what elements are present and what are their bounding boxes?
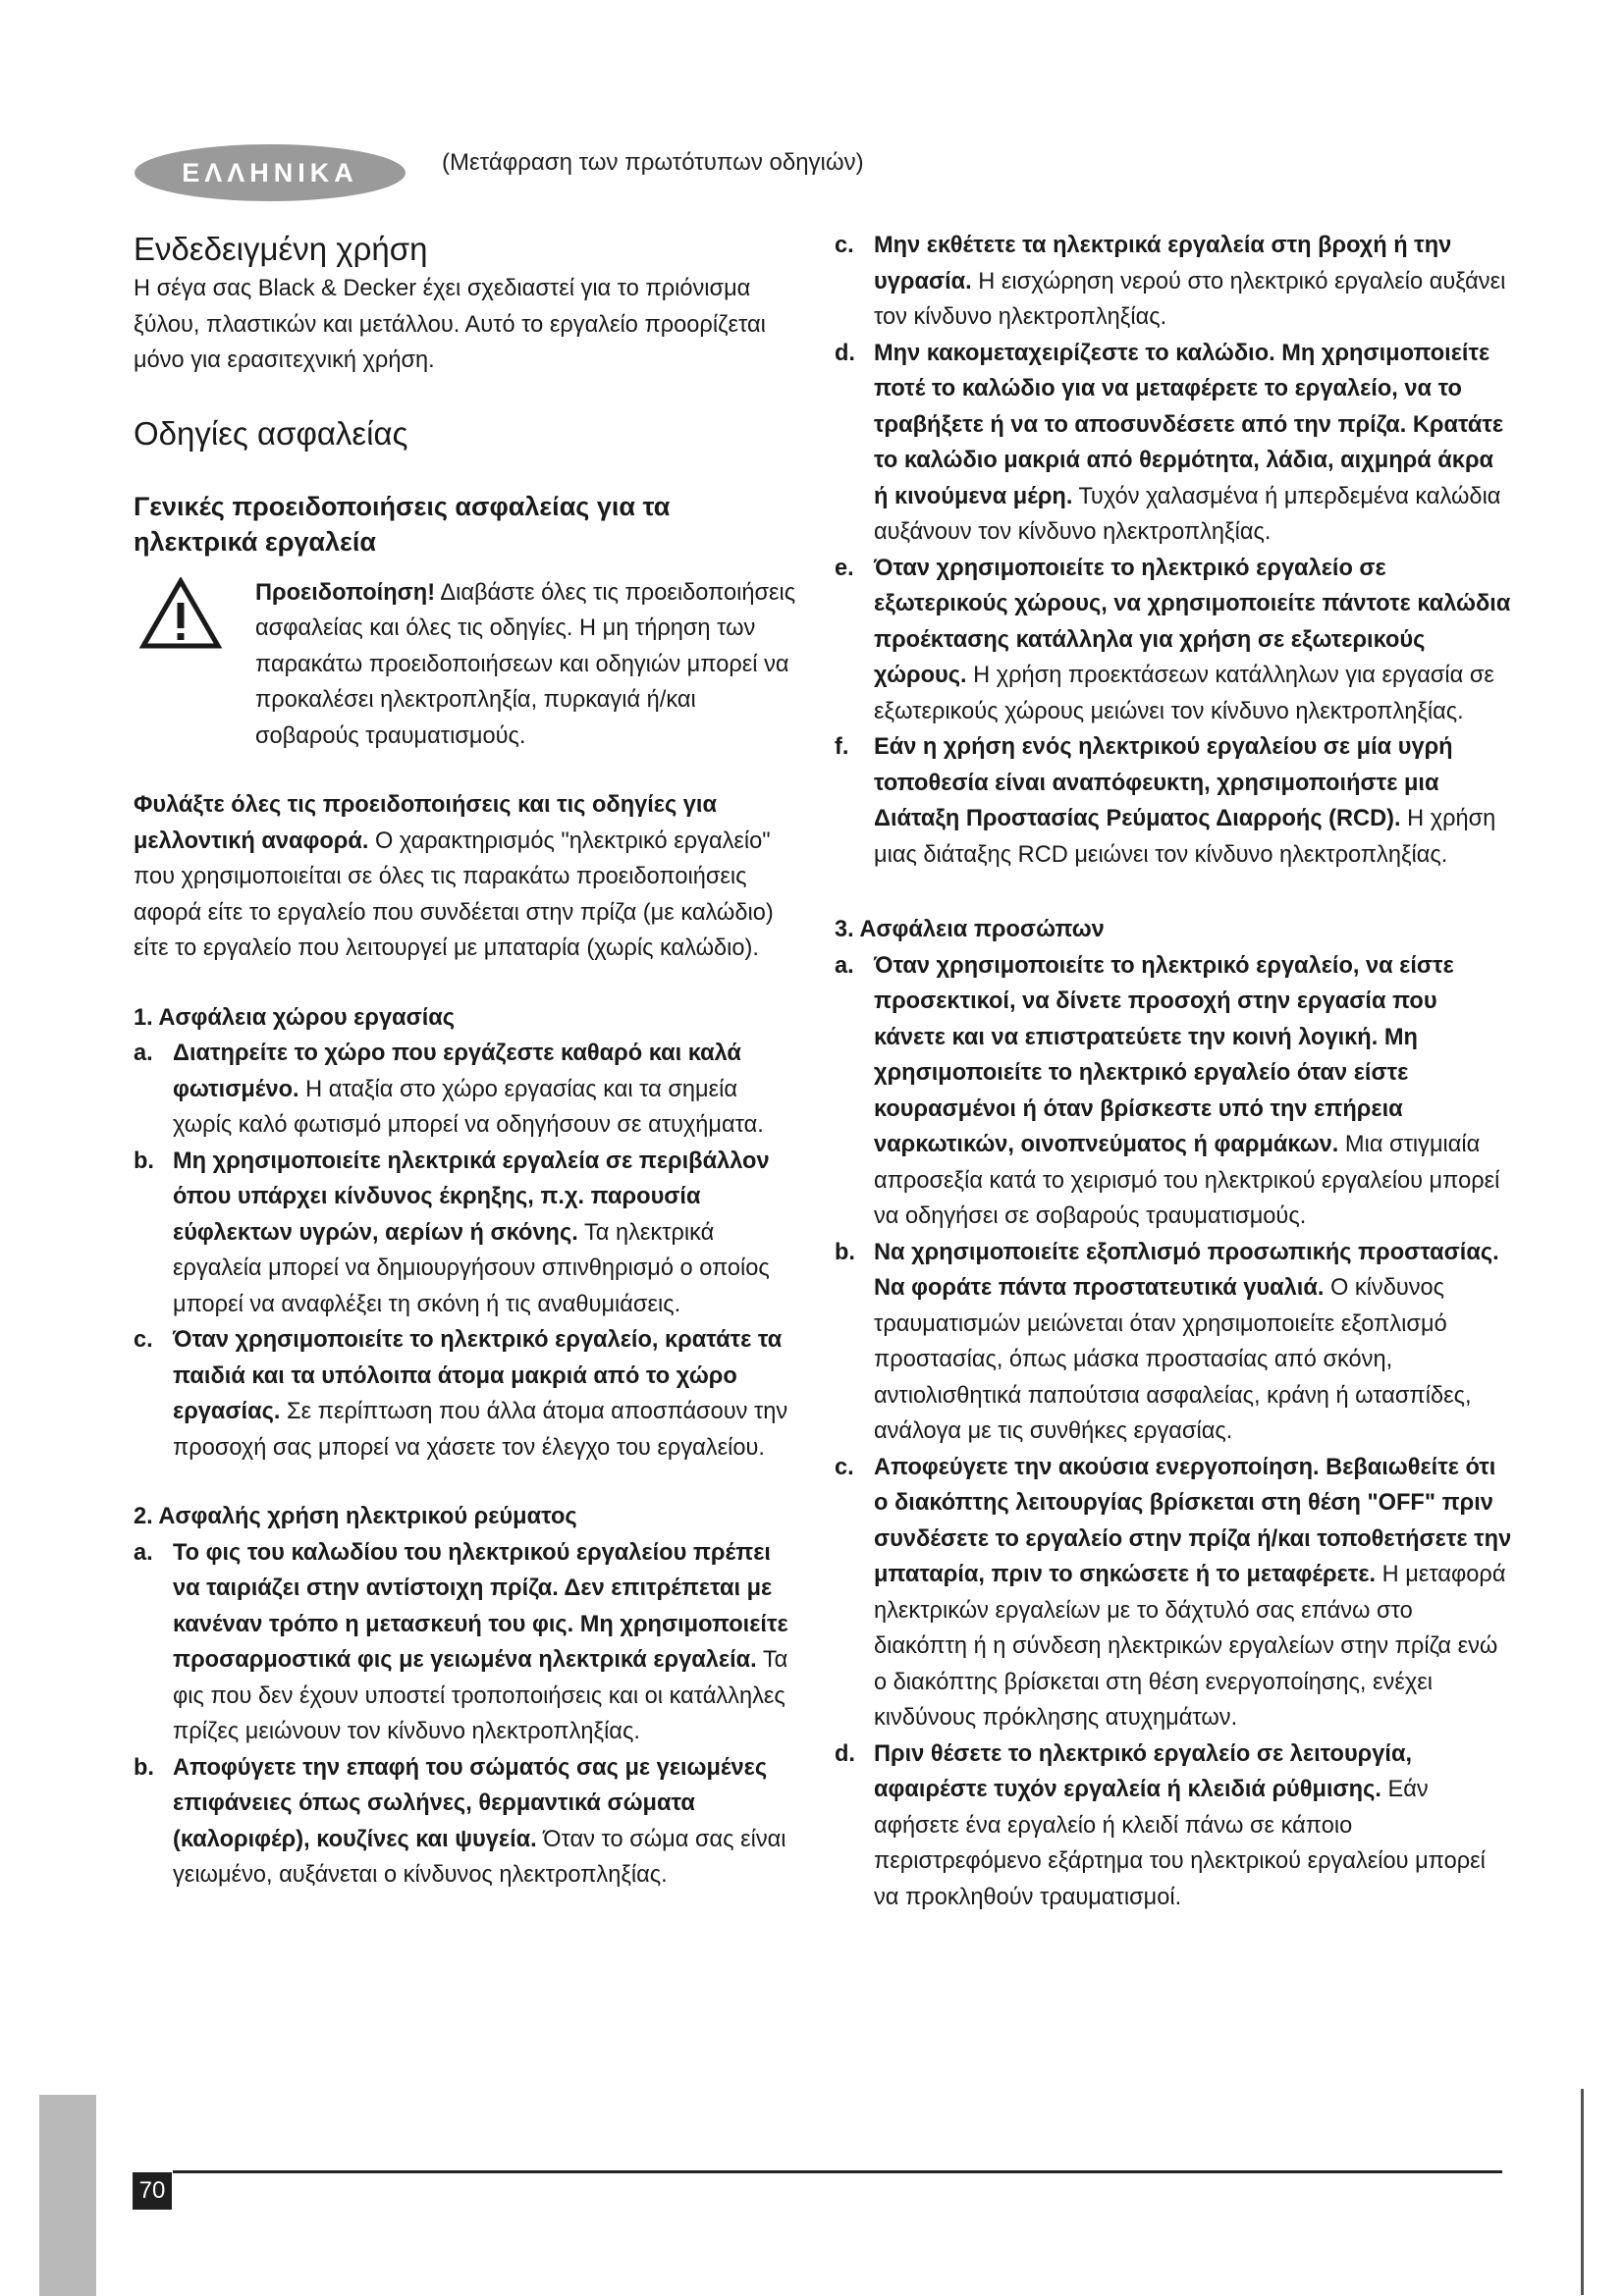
item-text: Η εισχώρηση νερού στο ηλεκτρικό εργαλείο αυξάνει τον κίνδυνο ηλεκτροπληξίας.	[874, 268, 1506, 330]
margin-mark	[1581, 2089, 1584, 2295]
item-label: b.	[835, 1239, 855, 1265]
right-column	[835, 228, 1512, 1915]
item-text: Η χρήση μιας διάταξης RCD μειώνει τον κίνδυνο ηλεκτροπληξίας.	[874, 806, 1496, 868]
keep-instructions-bold: Φυλάξτε όλες τις προειδοποιήσεις και τις οδηγίες για μελλοντική αναφορά.	[134, 792, 717, 854]
electrical-item-f	[835, 729, 1512, 873]
intended-use-title: Ενδεδειγμένη χρήση	[134, 231, 428, 267]
item-text: Η χρήση προεκτάσεων κατάλληλων για εργασία σε εξωτερικούς χώρους μειώνει τον κίνδυνο ηλεκτροπληξίας.	[874, 663, 1494, 724]
item-text: Η μεταφορά ηλεκτρικών εργαλείων με το δάχτυλό σας επάνω στο διακόπτη ή η σύνδεση ηλεκτρικών εργαλείων στην πρίζα ενώ ο διακόπτης βρίσκεται στη θέση ενεργοποίησης, ενέχει κινδύνους πρόκλησης ατυχημάτων.	[874, 1562, 1506, 1731]
item-label: a.	[134, 1539, 153, 1566]
item-bold: Όταν χρησιμοποιείτε το ηλεκτρικό εργαλείο σε εξωτερικούς χώρους, να χρησιμοποιείτε πάντοτε καλώδια προέκτασης κατάλληλα για χρήση σε εξωτερικούς χώρους.	[874, 555, 1511, 688]
item-bold: Το φις του καλωδίου του ηλεκτρικού εργαλείου πρέπει να ταιριάζει στην αντίστοιχη πρίζα. Δεν επιτρέπεται με κανέναν τρόπο η μετασκευή του φις. Μη χρησιμοποιείτε προσαρμοστικά φις με γειωμένα ηλεκτρικά εργαλεία.	[173, 1539, 788, 1673]
item-bold: Αποφύγετε την επαφή του σώματός σας με γειωμένες επιφάνειες όπως σωλήνες, θερμαντικά σώματα (καλοριφέρ), κουζίνες και ψυγεία.	[173, 1754, 768, 1852]
item-bold: Μην εκθέτετε τα ηλεκτρικά εργαλεία στη βροχή ή την υγρασία.	[874, 233, 1452, 294]
work-area-item-a	[134, 1036, 799, 1144]
electrical-item-e	[835, 551, 1512, 730]
warning-paragraph	[255, 575, 799, 755]
personal-item-c	[835, 1450, 1512, 1736]
footer-rule	[173, 2170, 1502, 2173]
personal-item-d	[835, 1736, 1512, 1916]
item-label: b.	[134, 1148, 154, 1174]
item-label: b.	[134, 1754, 154, 1781]
item-label: c.	[134, 1327, 153, 1353]
item-bold: Εάν η χρήση ενός ηλεκτρικού εργαλείου σε μία υγρή τοποθεσία είναι αναπόφευκτη, χρησιμοποιήστε μια Διάταξη Προστασίας Ρεύματος Διαρροής (RCD).	[874, 734, 1453, 831]
warning-triangle-icon	[139, 577, 222, 650]
item-text: Τα φις που δεν έχουν υποστεί τροποποιήσεις και οι κατάλληλες πρίζες μειώνουν τον κίνδυνο ηλεκτροπληξίας.	[173, 1647, 788, 1744]
left-column	[134, 228, 799, 1894]
intended-use-text: Η σέγα σας Black & Decker έχει σχεδιαστεί για το πριόνισμα ξύλου, πλαστικών και μετάλλου. Αυτό το εργαλείο προορίζεται μόνο για ερασιτεχνική χρήση.	[134, 276, 766, 373]
item-label: c.	[835, 1454, 854, 1480]
item-label: f.	[835, 734, 849, 760]
personal-item-a	[835, 948, 1512, 1235]
item-bold: Πριν θέσετε το ηλεκτρικό εργαλείο σε λειτουργία, αφαιρέστε τυχόν εργαλεία ή κλειδιά ρύθμισης.	[874, 1740, 1413, 1802]
personal-item-b	[835, 1235, 1512, 1450]
page-number: 70	[133, 2172, 172, 2210]
item-text: Τυχόν χαλασμένα ή μπερδεμένα καλώδια αυξάνουν τον κίνδυνο ηλεκτροπληξίας.	[874, 483, 1501, 545]
work-area-item-c	[134, 1322, 799, 1466]
item-bold: Μη χρησιμοποιείτε ηλεκτρικά εργαλεία σε περιβάλλον όπου υπάρχει κίνδυνος έκρηξης, π.χ. παρουσία εύφλεκτων υγρών, αερίων ή σκόνης.	[173, 1148, 770, 1246]
personal-heading: 3. Ασφάλεια προσώπων	[835, 917, 1105, 942]
item-label: a.	[835, 952, 854, 979]
page-edge-tab	[39, 2095, 96, 2296]
electrical-heading: 2. Ασφαλής χρήση ηλεκτρικού ρεύματος	[134, 1504, 577, 1529]
language-label: ΕΛΛΗΝΙΚΑ	[182, 158, 358, 187]
keep-instructions-paragraph	[134, 787, 799, 967]
electrical-item-b	[134, 1750, 799, 1894]
translation-note: (Μετάφραση των πρωτότυπων οδηγιών)	[442, 149, 864, 176]
item-label: d.	[835, 340, 855, 366]
item-bold: Όταν χρησιμοποιείτε το ηλεκτρικό εργαλείο, να είστε προσεκτικοί, να δίνετε προσοχή στην εργασία που κάνετε και να επιστρατεύετε την κοινή λογική. Μη χρησιμοποιείτε το ηλεκτρικό εργαλείο όταν είστε κουρασμένοι ή όταν βρίσκεστε υπό την επήρεια ναρκωτικών, οινοπνεύματος ή φαρμάκων.	[874, 952, 1454, 1157]
item-label: d.	[835, 1740, 855, 1767]
item-label: c.	[835, 233, 854, 258]
warning-label: Προειδοποίηση!	[255, 579, 436, 606]
item-text: Σε περίπτωση που άλλα άτομα αποσπάσουν την προσοχή σας μπορεί να χάσετε τον έλεγχο του εργαλείου.	[173, 1399, 788, 1461]
warning-block	[134, 575, 799, 755]
item-bold: Να χρησιμοποιείτε εξοπλισμό προσωπικής προστασίας. Να φοράτε πάντα προστατευτικά γυαλιά.	[874, 1239, 1499, 1301]
safety-title: Οδηγίες ασφαλείας	[134, 414, 408, 452]
item-bold: Μην κακομεταχειρίζεστε το καλώδιο. Μη χρησιμοποιείτε ποτέ το καλώδιο για να μεταφέρετε το εργαλείο, να το τραβήξετε ή να το αποσυνδέσετε από την πρίζα. Κρατάτε το καλώδιο μακριά από θερμότητα, λάδια, αιχμηρά άκρα ή κινούμενα μέρη.	[874, 340, 1504, 509]
item-text: Ο κίνδυνος τραυματισμών μειώνεται όταν χρησιμοποιείτε εξοπλισμό προστασίας, όπως μάσκα προστασίας από σκόνη, αντιολισθητικά παπούτσια ασφαλείας, κράνη ή ωτασπίδες, ανάλογα με τις συνθήκες εργασίας.	[874, 1275, 1472, 1444]
safety-subtitle: Γενικές προειδοποιήσεις ασφαλείας για τα ηλεκτρικά εργαλεία	[134, 491, 671, 557]
language-badge	[133, 142, 407, 203]
item-bold: Όταν χρησιμοποιείτε το ηλεκτρικό εργαλείο, κρατάτε τα παιδιά και τα υπόλοιπα άτομα μακριά από το χώρο εργασίας.	[173, 1327, 783, 1424]
electrical-item-a	[134, 1535, 799, 1750]
item-text: Τα ηλεκτρικά εργαλεία μπορεί να δημιουργήσουν σπινθηρισμό ο οποίος μπορεί να αναφλέξει τη σκόνη ή τις αναθυμιάσεις.	[173, 1219, 770, 1317]
item-label: e.	[835, 555, 854, 581]
item-label: a.	[134, 1041, 153, 1066]
item-bold: Αποφεύγετε την ακούσια ενεργοποίηση. Βεβαιωθείτε ότι ο διακόπτης λειτουργίας βρίσκεται στη θέση "OFF" πριν συνδέσετε το εργαλείο στην πρίζα ή/και τοποθετήσετε την μπαταρία, πριν το σηκώσετε ή το μεταφέρετε.	[874, 1454, 1512, 1587]
warning-text: Διαβάστε όλες τις προειδοποιήσεις ασφαλείας και όλες τις οδηγίες. Η μη τήρηση των παρακάτω προειδοποιήσεων και οδηγιών μπορεί να προκαλέσει ηλεκτροπληξία, πυρκαγιά ή/και σοβαρούς τραυματισμούς.	[255, 579, 796, 749]
item-text: Η αταξία στο χώρο εργασίας και τα σημεία χωρίς καλό φωτισμό μπορεί να οδηγήσουν σε ατυχήματα.	[173, 1076, 764, 1138]
work-area-heading: 1. Ασφάλεια χώρου εργασίας	[134, 1004, 456, 1031]
work-area-item-b	[134, 1144, 799, 1323]
electrical-item-c	[835, 228, 1512, 336]
item-text: Εάν αφήσετε ένα εργαλείο ή κλειδί πάνω σε κάποιο περιστρεφόμενο εξάρτημα του ηλεκτρικού εργαλείου μπορεί να προκληθούν τραυματισμοί.	[874, 1777, 1486, 1910]
item-bold: Διατηρείτε το χώρο που εργάζεστε καθαρό και καλά φωτισμένο.	[173, 1041, 741, 1102]
item-text: Όταν το σώμα σας είναι γειωμένο, αυξάνεται ο κίνδυνος ηλεκτροπληξίας.	[173, 1826, 786, 1888]
keep-instructions-text: Ο χαρακτηρισμός "ηλεκτρικό εργαλείο" που χρησιμοποιείται σε όλες τις παρακάτω προειδοποιήσεις αφορά είτε το εργαλείο που συνδέεται στην πρίζα (με καλώδιο) είτε το εργαλείο που λειτουργεί με μπαταρία (χωρίς καλώδιο).	[134, 828, 774, 961]
item-text: Μια στιγμιαία απροσεξία κατά το χειρισμό του ηλεκτρικού εργαλείου μπορεί να οδηγήσει σε σοβαρούς τραυματισμούς.	[874, 1132, 1500, 1229]
electrical-item-d	[835, 336, 1512, 551]
